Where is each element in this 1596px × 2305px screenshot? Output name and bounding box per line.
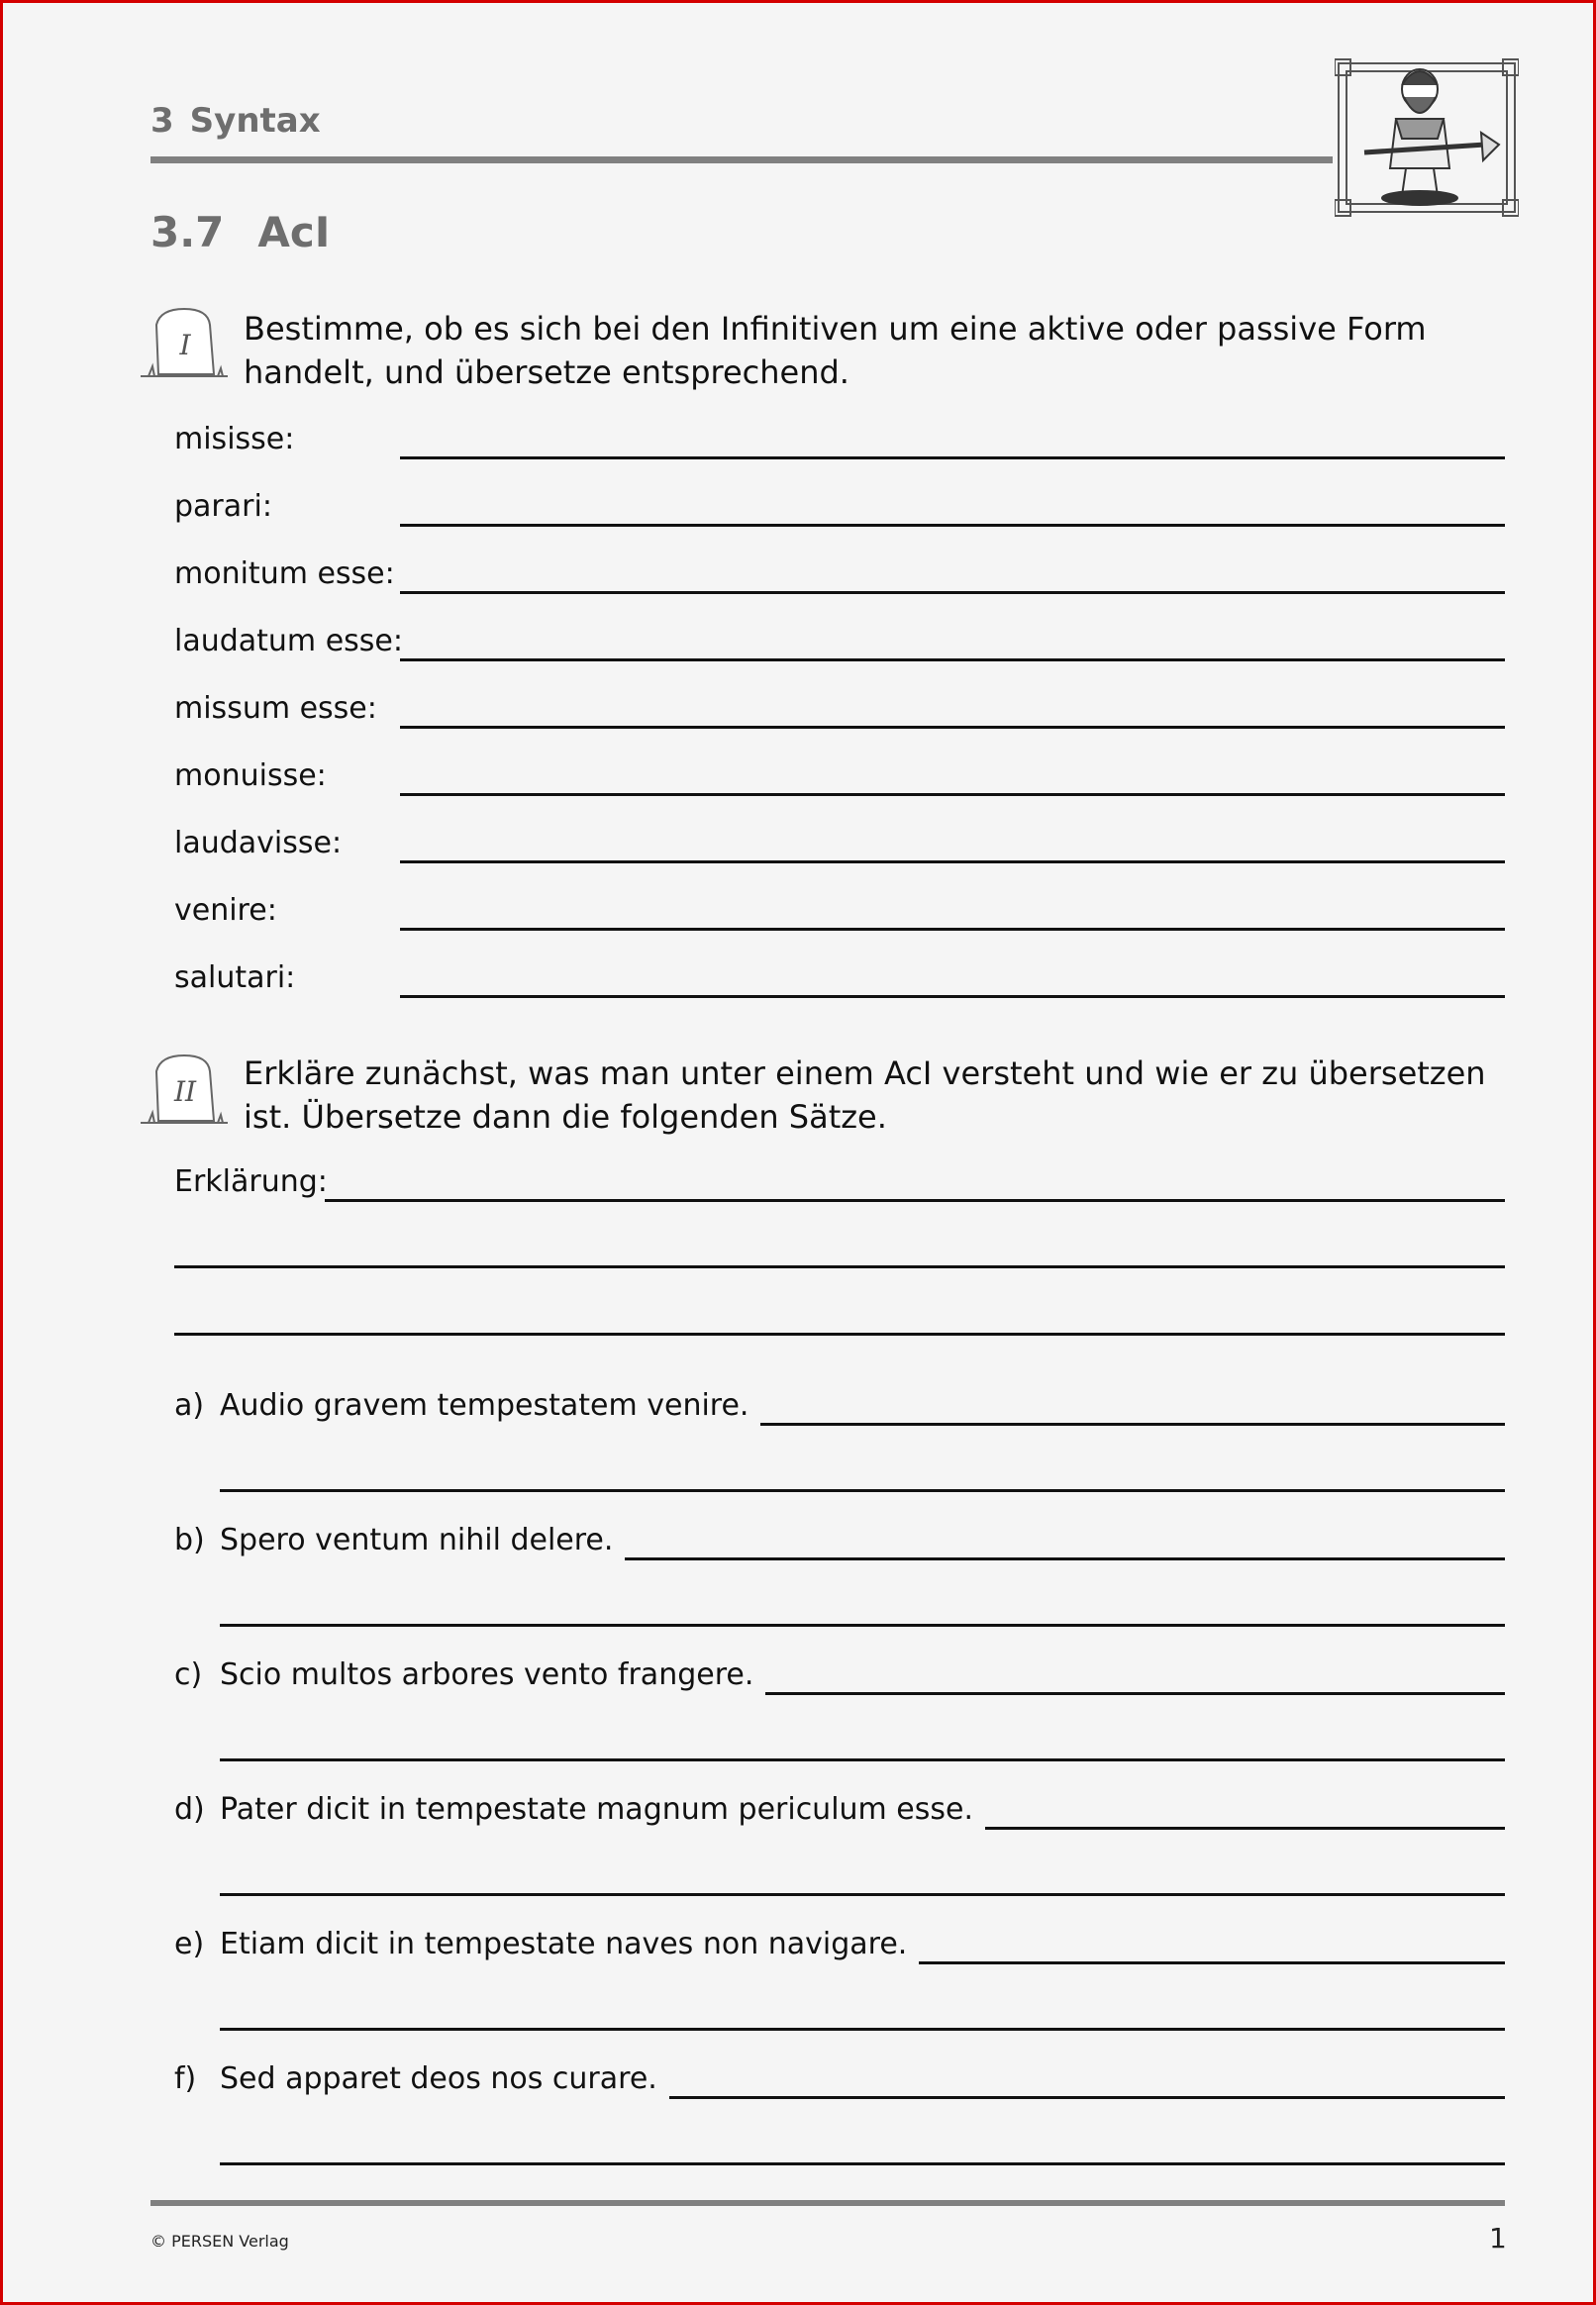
answer-line[interactable] — [400, 995, 1505, 998]
sentence-row — [174, 1790, 1505, 1836]
explanation-row — [174, 1162, 1505, 1208]
answer-line[interactable] — [220, 1489, 1505, 1492]
publisher-credit: © PERSEN Verlag — [150, 2232, 289, 2251]
infinitive-row — [174, 420, 1505, 465]
chapter-heading — [150, 101, 321, 141]
infinitive-label: missum esse: — [174, 691, 377, 726]
infinitive-label: monitum esse: — [174, 556, 395, 591]
infinitive-row — [174, 891, 1505, 937]
chapter-title: Syntax — [189, 101, 321, 141]
sentence-row — [174, 1521, 1505, 1566]
answer-line[interactable] — [220, 2162, 1505, 2165]
task1-numeral: I — [179, 329, 191, 361]
sentence-row — [174, 1386, 1505, 1432]
chapter-number: 3 — [150, 101, 174, 141]
answer-line[interactable] — [669, 2096, 1505, 2099]
header-rule — [150, 156, 1333, 163]
infinitive-label: monuisse: — [174, 758, 327, 793]
answer-line[interactable] — [985, 1827, 1505, 1830]
sentence-letter: c) — [174, 1657, 203, 1692]
infinitive-row — [174, 689, 1505, 735]
sentence-text: Audio gravem tempestatem venire. — [220, 1388, 749, 1423]
answer-line[interactable] — [400, 726, 1505, 729]
infinitive-label: salutari: — [174, 960, 296, 995]
task2-instruction: Erkläre zunächst, was man unter einem AcI versteht und wie er zu übersetzen ist. Übersetze dann die folgenden Sätze. — [244, 1054, 1486, 1136]
answer-line[interactable] — [919, 1961, 1505, 1964]
answer-line[interactable] — [400, 524, 1505, 527]
sentence-text: Sed apparet deos nos curare. — [220, 2061, 657, 2096]
infinitive-label: parari: — [174, 489, 272, 524]
infinitive-label: venire: — [174, 893, 277, 928]
answer-line[interactable] — [400, 658, 1505, 661]
explanation-label: Erklärung: — [174, 1164, 328, 1199]
answer-line[interactable] — [400, 793, 1505, 796]
sentence-text: Pater dicit in tempestate magnum periculum esse. — [220, 1792, 974, 1827]
infinitive-row — [174, 756, 1505, 802]
answer-line[interactable] — [400, 456, 1505, 459]
sentence-letter: e) — [174, 1927, 205, 1961]
answer-line[interactable] — [220, 1893, 1505, 1896]
sentence-letter: a) — [174, 1388, 205, 1423]
answer-line[interactable] — [174, 1265, 1505, 1268]
section-title — [150, 208, 330, 256]
stone-tablet-icon — [139, 1052, 230, 1127]
sentence-row — [174, 1655, 1505, 1701]
infinitive-label: laudatum esse: — [174, 624, 403, 658]
caveman-with-axe-icon — [1335, 50, 1519, 220]
stone-tablet-icon — [139, 305, 230, 380]
answer-line[interactable] — [174, 1333, 1505, 1336]
section-number: 3.7 — [150, 208, 225, 256]
infinitive-label: laudavisse: — [174, 826, 343, 860]
infinitive-row — [174, 487, 1505, 533]
infinitive-row — [174, 622, 1505, 667]
sentence-text: Scio multos arbores vento frangere. — [220, 1657, 754, 1692]
answer-line[interactable] — [220, 1758, 1505, 1761]
sentence-letter: f) — [174, 2061, 197, 2096]
footer-rule — [150, 2200, 1505, 2206]
section-name: AcI — [257, 208, 331, 256]
answer-line[interactable] — [760, 1423, 1505, 1426]
sentence-letter: b) — [174, 1523, 205, 1557]
answer-line[interactable] — [765, 1692, 1505, 1695]
answer-line[interactable] — [325, 1199, 1505, 1202]
sentence-text: Etiam dicit in tempestate naves non navigare. — [220, 1927, 908, 1961]
sentence-row — [174, 2059, 1505, 2105]
answer-line[interactable] — [220, 2028, 1505, 2031]
page-number: 1 — [1489, 2222, 1507, 2255]
answer-line[interactable] — [220, 1624, 1505, 1627]
infinitive-row — [174, 554, 1505, 600]
sentence-row — [174, 1925, 1505, 1970]
infinitive-row — [174, 958, 1505, 1004]
answer-line[interactable] — [625, 1557, 1505, 1560]
sentence-text: Spero ventum nihil delere. — [220, 1523, 614, 1557]
infinitive-row — [174, 824, 1505, 869]
answer-line[interactable] — [400, 928, 1505, 931]
infinitive-label: misisse: — [174, 422, 295, 456]
task1-instruction: Bestimme, ob es sich bei den Infinitiven um eine aktive oder passive Form handelt, und übersetze entsprechend. — [244, 310, 1427, 391]
task2-numeral: II — [173, 1075, 197, 1108]
sentence-letter: d) — [174, 1792, 205, 1827]
answer-line[interactable] — [400, 860, 1505, 863]
answer-line[interactable] — [400, 591, 1505, 594]
